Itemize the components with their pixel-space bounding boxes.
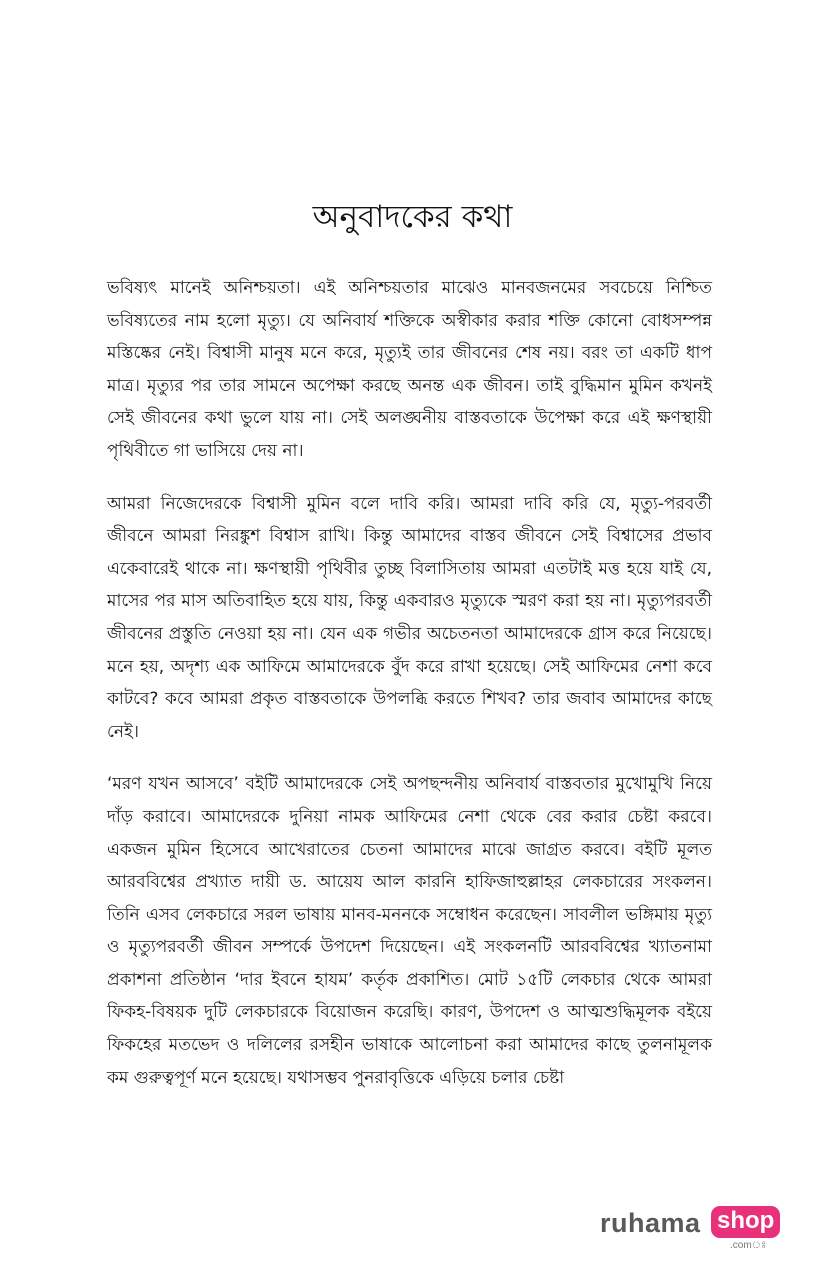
- ruhamashop-logo: [600, 1204, 780, 1251]
- logo-ruhama-text: ruhama: [600, 1208, 701, 1238]
- paragraph-1: ভবিষ্যৎ মানেই অনিশ্চয়তা। এই অনিশ্চয়তার মাঝেও মানবজনমের সবচেয়ে নিশ্চিত ভবিষ্যতের নাম হলো মৃত্যু। যে অনিবার্য শক্তিকে অস্বীকার করার শক্তি কোনো বোধসম্পন্ন মস্তিষ্কের নেই। বিশ্বাসী মানুষ মনে করে, মৃত্যুই তার জীবনের শেষ নয়। বরং তা একটি ধাপ মাত্র। মৃত্যুর পর তার সামনে অপেক্ষা করছে অনন্ত এক জীবন। তাই বুদ্ধিমান মুমিন কখনই সেই জীবনের কথা ভুলে যায় না। সেই অলঙ্ঘনীয় বাস্তবতাকে উপেক্ষা করে এই ক্ষণস্থায়ী পৃথিবীতে গা ভাসিয়ে দেয় না।: [107, 278, 712, 461]
- logo-shop-badge: shop: [711, 1206, 780, 1238]
- paragraph-2: আমরা নিজেদেরকে বিশ্বাসী মুমিন বলে দাবি করি। আমরা দাবি করি যে, মৃত্যু-পরবর্তী জীবনে আমরা নিরঙ্কুশ বিশ্বাস রাখি। কিন্তু আমাদের বাস্তব জীবনে সেই বিশ্বাসের প্রভাব একেবারেই থাকে না। ক্ষণস্থায়ী পৃথিবীর তুচ্ছ বিলাসিতায় আমরা এতটাই মত্ত হয়ে যাই যে, মাসের পর মাস অতিবাহিত হয়ে যায়, কিন্তু একবারও মৃত্যুকে স্মরণ করা হয় না। মৃত্যুপরবর্তী জীবনের প্রস্তুতি নেওয়া হয় না। যেন এক গভীর অচেতনতা আমাদেরকে গ্রাস করে নিয়েছে। মনে হয়, অদৃশ্য এক আফিমে আমাদেরকে বুঁদ করে রাখা হয়েছে। সেই আফিমের নেশা কবে কাটবে? কবে আমরা প্রকৃত বাস্তবতাকে উপলব্ধি করতে শিখব? তার জবাব আমাদের কাছে নেই।: [107, 493, 712, 742]
- body-text: [107, 272, 712, 1114]
- logo-domain-text: .comঃ: [730, 1240, 767, 1251]
- paragraph-3: ‘মরণ যখন আসবে’ বইটি আমাদেরকে সেই অপছন্দনীয় অনিবার্য বাস্তবতার মুখোমুখি নিয়ে দাঁড় করাবে। আমাদেরকে দুনিয়া নামক আফিমের নেশা থেকে বের করার চেষ্টা করবে। একজন মুমিন হিসেবে আখেরাতের চেতনা আমাদের মাঝে জাগ্রত করবে। বইটি মূলত আরববিশ্বের প্রখ্যাত দায়ী ড. আয়েয আল কারনি হাফিজাহুল্লাহর লেকচারের সংকলন। তিনি এসব লেকচারে সরল ভাষায় মানব-মননকে সম্বোধন করেছেন। সাবলীল ভঙ্গিমায় মৃত্যু ও মৃত্যুপরবর্তী জীবন সম্পর্কে উপদেশ দিয়েছেন। এই সংকলনটি আরববিশ্বের খ্যাতনামা প্রকাশনা প্রতিষ্ঠান ‘দার ইবনে হাযম’ কর্তৃক প্রকাশিত। মোট ১৫টি লেকচার থেকে আমরা ফিকহ-বিষয়ক দুটি লেকচারকে বিয়োজন করেছি। কারণ, উপদেশ ও আত্মশুদ্ধিমূলক বইয়ে ফিকহের মতভেদ ও দলিলের রসহীন ভাষাকে আলোচনা করা আমাদের কাছে তুলনামূলক কম গুরুত্বপূর্ণ মনে হয়েছে। যথাসম্ভব পুনরাবৃত্তিকে এড়িয়ে চলার চেষ্টা: [107, 774, 712, 1088]
- page-title: অনুবাদকের কথা: [312, 199, 513, 235]
